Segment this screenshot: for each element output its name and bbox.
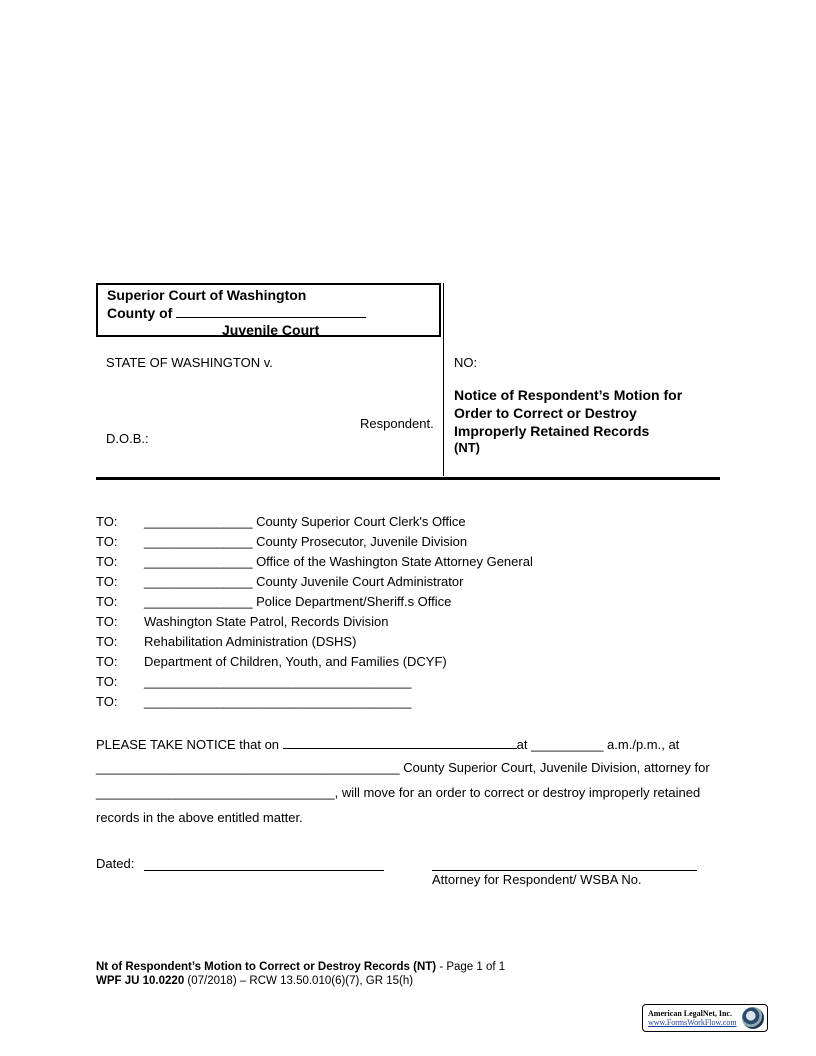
juvenile-court-label: Juvenile Court <box>222 322 320 338</box>
recipient-row: TO: _____________________________________ <box>96 674 412 689</box>
notice-line-4: records in the above entitled matter. <box>96 810 303 825</box>
caption-rule <box>96 477 720 480</box>
recipient-row: TO: _______________ Police Department/Sheriff.s Office <box>96 594 452 609</box>
notice-line-2: __________________________________________ County Superior Court, Juvenile Division, attorney for <box>96 760 710 775</box>
recipient-row: TO: Department of Children, Youth, and Families (DCYF) <box>96 654 447 669</box>
recipient-row: TO: _______________ County Superior Court Clerk's Office <box>96 514 466 529</box>
notice-line-1: PLEASE TAKE NOTICE that on at __________ a.m./p.m., at <box>96 734 679 752</box>
respondent-label: Respondent. <box>360 416 434 431</box>
dob-label: D.O.B.: <box>106 431 149 446</box>
attorney-signature-line <box>432 870 697 871</box>
attorney-label: Attorney for Respondent/ WSBA No. <box>432 872 642 887</box>
logo-url-link[interactable]: www.FormsWorkFlow.com <box>648 1018 737 1027</box>
document-title: Notice of Respondent’s Motion for Order to Correct or Destroy Improperly Retained Records (NT) <box>454 387 683 455</box>
date-blank <box>283 734 517 749</box>
american-legalnet-logo[interactable] <box>642 1004 768 1032</box>
page-footer: Nt of Respondent’s Motion to Correct or Destroy Records (NT) - Page 1 of 1 WPF JU 10.0220 (07/2018) – RCW 13.50.010(6)(7), GR 15(h) <box>96 961 506 987</box>
logo-company: American LegalNet, Inc. <box>648 1009 732 1018</box>
caption-divider <box>443 283 444 476</box>
globe-icon <box>742 1007 764 1029</box>
state-line: STATE OF WASHINGTON v. <box>106 355 273 370</box>
case-number-label: NO: <box>454 355 478 370</box>
dated-blank <box>144 870 384 871</box>
recipient-row: TO: _______________ County Juvenile Court Administrator <box>96 574 464 589</box>
county-blank <box>176 304 366 318</box>
recipient-row: TO: _______________ County Prosecutor, Juvenile Division <box>96 534 468 549</box>
county-line: County of <box>107 304 439 322</box>
recipient-row: TO: _____________________________________ <box>96 694 412 709</box>
court-name: Superior Court of Washington <box>107 287 307 303</box>
document-code: (NT) <box>454 440 480 455</box>
court-header-box <box>96 283 441 337</box>
notice-line-3: _________________________________, will move for an order to correct or destroy improperly retained <box>96 785 701 800</box>
recipient-row: TO: _______________ Office of the Washington State Attorney General <box>96 554 533 569</box>
recipient-row: TO: Washington State Patrol, Records Division <box>96 614 389 629</box>
recipient-row: TO: Rehabilitation Administration (DSHS) <box>96 634 357 649</box>
dated-label: Dated: <box>96 856 135 871</box>
